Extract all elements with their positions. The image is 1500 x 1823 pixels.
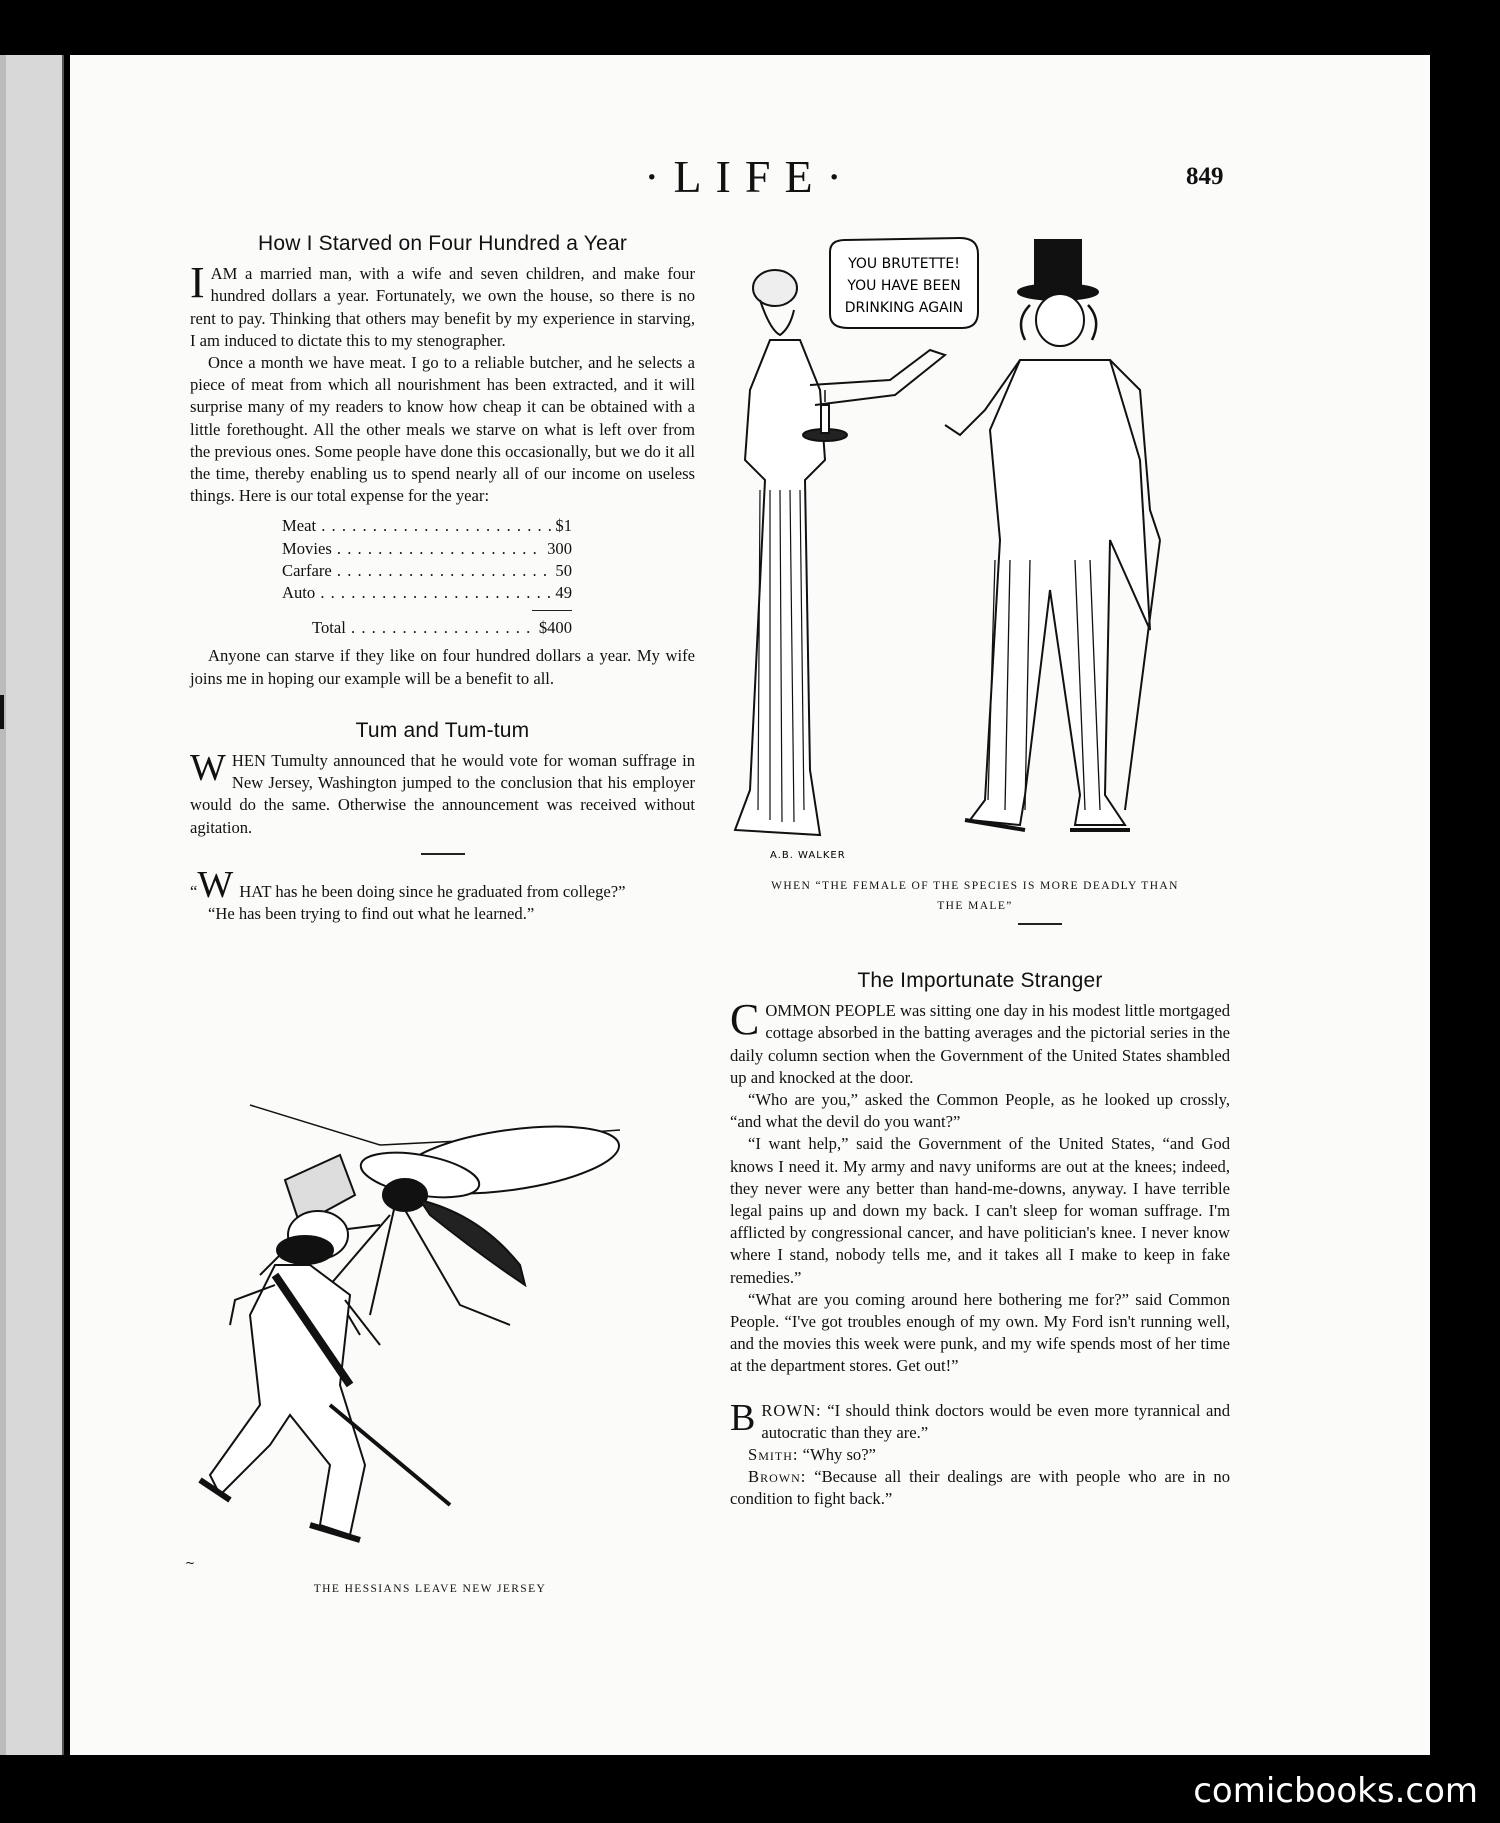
total-label: Total . . . [312,617,535,639]
speech-line: YOU HAVE BEEN [847,278,961,294]
article2-title: Tum and Tum-tum [355,718,530,742]
expense-table [282,515,572,639]
expense-row [282,582,572,604]
total-amount: $400 [538,618,572,638]
expense-amount: 300 [547,538,572,558]
cartoon-top-caption [730,876,1220,916]
article1-p3: Anyone can starve if they like on four hundred dollars a year. My wife joins me in hoping our example will be a benefit to all. [190,646,695,688]
page-number: 849 [1186,163,1224,190]
expense-item: Meat . . . [282,515,551,537]
dropcap: I [190,258,205,308]
expense-total-row [312,617,572,639]
article2-p1-text: HEN Tumulty announced that he would vote for woman suffrage in New Jersey, Washington jumped to the conclusion that his employer would do the same. Otherwise the announcement was received without agitation. [190,751,695,837]
article3-p4: “What are you coming around here bothering me for?” said Common People. “I've got troubles enough of my own. My Ford isn't running well, and the movies this week were punk, and my wife spends most of her time at the department stores. Get out!” [730,1289,1230,1376]
woman-figure-icon [735,270,945,835]
caption-line: WHEN “THE FEMALE OF THE SPECIES IS MORE DEADLY THAN [771,880,1179,892]
expense-row [282,538,572,560]
watermark: comicbooks.com [1193,1771,1478,1811]
article1-p1 [190,258,695,352]
joke2-line1 [730,1396,1231,1444]
speaker: Smith: [748,1445,799,1465]
joke1-line1: HAT has he been doing since he graduated from college?” [239,881,626,901]
article2-p1 [190,747,695,839]
speaker: Brown: [748,1467,807,1487]
cartoon-female-species [730,210,1230,865]
masthead: ·LIFE· [644,151,856,202]
caption-line: THE MALE” [937,900,1013,912]
dropcap: W [197,863,234,906]
cartoon-bottom-caption: THE HESSIANS LEAVE NEW JERSEY [313,1583,547,1595]
open-quote: “ [190,881,198,901]
section-separator [421,853,465,855]
article1-p1-text: AM a married man, with a wife and seven children, and make four hundred dollars a year. Fortunately, we own the house, so there is no rent to pay. Thinking that others may benefit by my experience in starving, I am induced to dictate this to my stenographer. [190,264,695,350]
section-separator [1018,923,1062,925]
dropcap: W [190,747,226,790]
dropcap: C [730,995,760,1045]
speech-bubble [830,238,978,328]
speech-line: DRINKING AGAIN [844,300,964,316]
article3-p1-text: OMMON PEOPLE was sitting one day in his modest little mortgaged cottage absorbed in the batting averages and the pictorial series in the daily column section when the Government of the United States shambled up and knocked at the door. [730,1001,1230,1087]
right-column [730,960,1230,1511]
article1-p2: Once a month we have meat. I go to a reliable butcher, and he selects a piece of meat from which all nourishment has been extracted, and it will surprise many of my readers to know how cheap it can be obtained with a little forethought. All the other meals we starve on what is left over from the previous ones. Some people have done this occasionally, but we do it all the time, thereby enabling us to spend nearly all of our income on useless things. Here is our total expense for the year: [190,353,695,506]
article3-p3: “I want help,” said the Government of the United States, “and God knows I need it. My army and navy uniforms are out at the knees; indeed, they never were any better than hand-me-downs, anyway. I have terrible legal pains up and down my back. I can't sleep for woman suffrage. I'm afflicted by congressional cancer, and have politician's knee. I never know where I stand, nobody tells me, and it takes all I make to keep in fake remedies.” [730,1134,1230,1287]
cartoon-hessians [180,1085,690,1575]
artist-signature-icon: ~ [185,1556,196,1570]
joke2-line3 [730,1466,1230,1510]
binding-gutter [0,55,64,1755]
expense-amount: 50 [555,560,572,580]
total-rule [532,610,572,611]
expense-amount: $1 [555,516,572,536]
gutter-mark [0,695,4,729]
expense-row [282,515,572,537]
article3-title: The Importunate Stranger [857,969,1103,992]
joke1-q [190,863,695,906]
magazine-page [70,55,1430,1755]
hessian-soldier-icon [200,1155,450,1540]
expense-amount: 49 [555,583,572,603]
article1-title: How I Starved on Four Hundred a Year [257,232,628,255]
speech-line: YOU BRUTETTE! [848,256,960,272]
left-column [190,223,695,925]
article3-p1 [730,995,1230,1089]
dropcap: B [730,1396,756,1439]
joke2-text3: “Because all their dealings are with people who are in no condition to fight back.” [730,1467,1230,1509]
expense-item: Carfare . . . [282,560,551,582]
gutter-edge [0,55,6,1755]
speaker: ROWN: [761,1400,822,1420]
joke2-line2 [730,1444,1230,1466]
man-figure-icon [945,240,1160,830]
article3-p2: “Who are you,” asked the Common People, as he looked up crossly, “and what the devil do you want?” [730,1090,1230,1132]
artist-signature: A.B. WALKER [770,850,846,861]
expense-item: Auto . . . [282,582,551,604]
expense-item: Movies . . . [282,538,543,560]
expense-row [282,560,572,582]
joke2-text1: “I should think doctors would be even more tyrannical and autocratic than they are.” [761,1400,1231,1442]
joke2-text2: “Why so?” [802,1445,876,1465]
joke1-a: “He has been trying to find out what he learned.” [208,904,535,924]
